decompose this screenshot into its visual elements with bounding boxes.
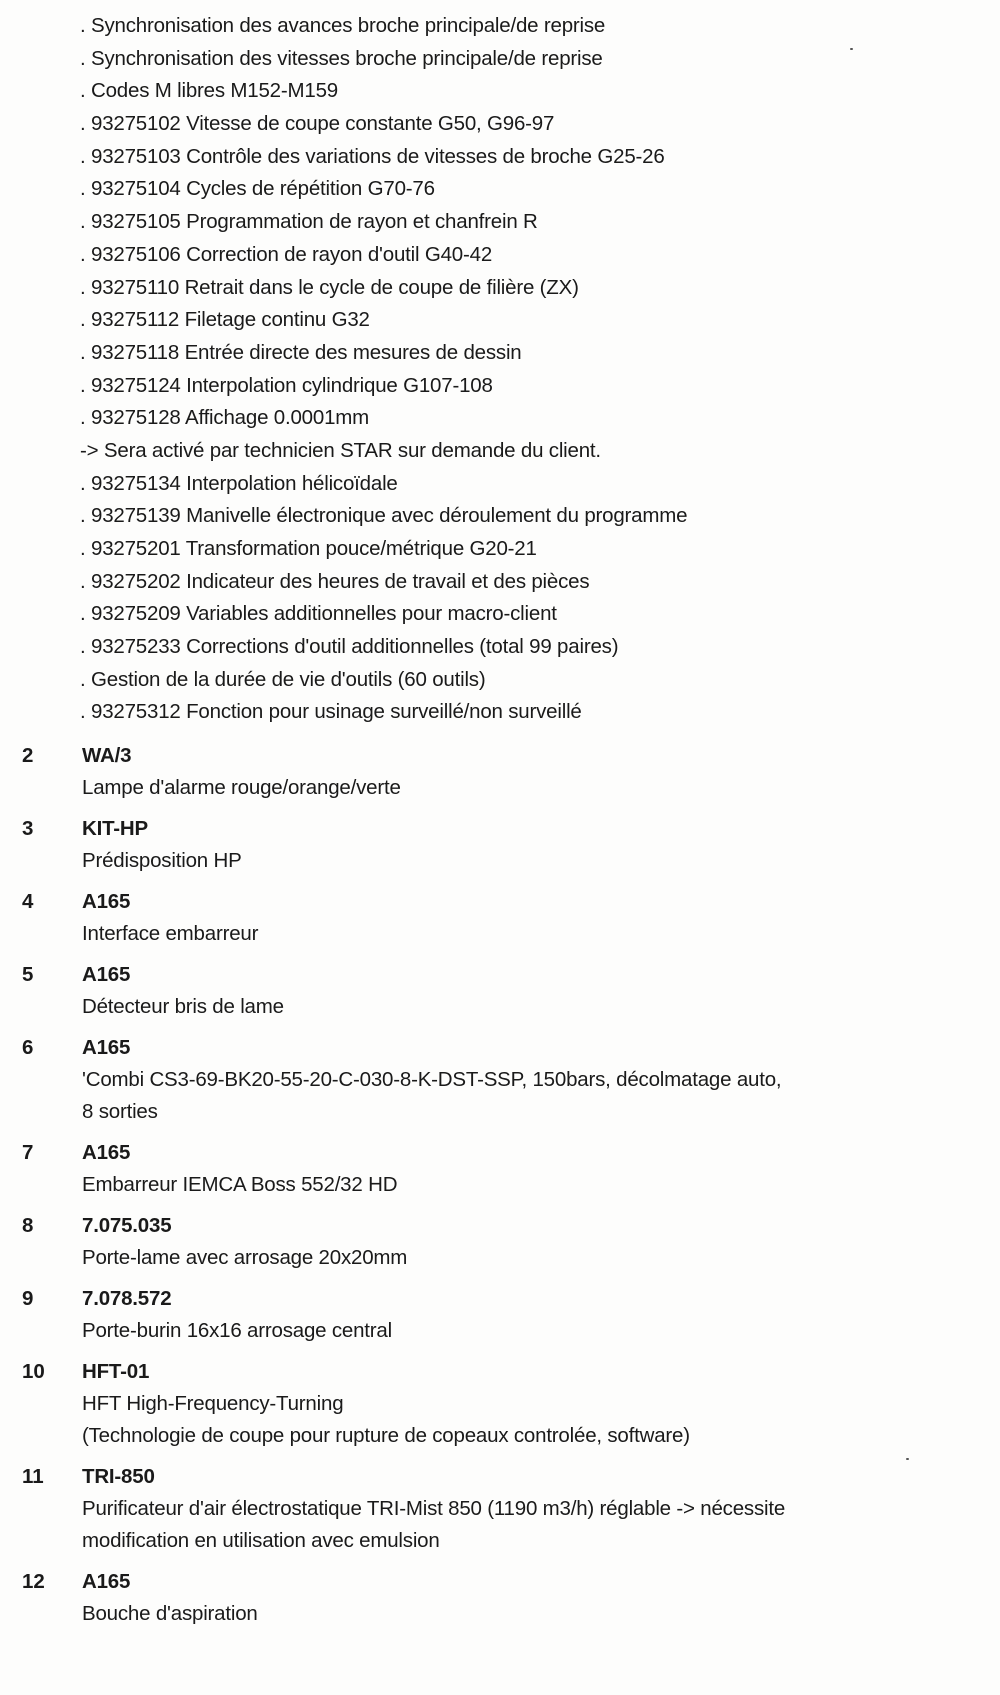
software-options-list (80, 10, 980, 729)
item-description (0, 1137, 902, 1201)
item-description-line: Détecteur bris de lame (82, 995, 284, 1018)
item-description (0, 886, 902, 950)
equipment-item (0, 740, 1000, 804)
option-line: . 93275105 Programmation de rayon et chanfrein R (80, 210, 538, 234)
equipment-item (0, 813, 1000, 877)
item-description-line: Interface embarreur (82, 922, 259, 945)
option-line: . Synchronisation des avances broche principale/de reprise (80, 14, 606, 37)
option-line: . 93275134 Interpolation hélicoïdale (80, 471, 398, 495)
item-description (0, 959, 902, 1023)
option-note: -> Sera activé par technicien STAR sur demande du client. (80, 438, 601, 462)
option-line: . 93275103 Contrôle des variations de vitesses de broche G25-26 (80, 144, 665, 168)
option-line: . 93275110 Retrait dans le cycle de coupe de filière (ZX) (80, 275, 579, 299)
option-line: . 93275312 Fonction pour usinage surveillé/non surveillé (80, 700, 582, 724)
item-description-line: Lampe d'alarme rouge/orange/verte (82, 776, 401, 799)
item-number: 5 (22, 963, 34, 986)
item-number: 9 (22, 1287, 34, 1310)
option-line: . 93275201 Transformation pouce/métrique G20-21 (80, 537, 537, 560)
item-number: 11 (22, 1465, 44, 1488)
item-code: HFT-01 (82, 1360, 150, 1383)
item-description-line: HFT High-Frequency-Turning (82, 1392, 344, 1415)
equipment-item (0, 1356, 1000, 1452)
equipment-item (0, 1137, 1000, 1201)
item-description-line: Bouche d'aspiration (82, 1602, 258, 1625)
equipment-items (0, 740, 1000, 1639)
equipment-item (0, 1461, 1000, 1557)
item-number: 7 (22, 1141, 34, 1164)
item-code: A165 (82, 963, 131, 986)
option-line: . Gestion de la durée de vie d'outils (60 outils) (80, 667, 486, 691)
item-code: A165 (82, 1036, 131, 1059)
item-code: A165 (82, 1141, 131, 1164)
item-code: TRI-850 (82, 1465, 155, 1488)
item-code: 7.078.572 (82, 1287, 172, 1310)
option-line: . Codes M libres M152-M159 (80, 79, 338, 103)
item-code: KIT-HP (82, 817, 148, 840)
item-description (0, 740, 902, 804)
item-code: WA/3 (82, 744, 132, 767)
equipment-item (0, 886, 1000, 950)
item-description-line: Porte-lame avec arrosage 20x20mm (82, 1246, 408, 1269)
item-description-line: Embarreur IEMCA Boss 552/32 HD (82, 1173, 398, 1196)
item-description (0, 1566, 902, 1630)
item-description (0, 1032, 902, 1128)
item-description-line: Porte-burin 16x16 arrosage central (82, 1319, 392, 1342)
option-line: . 93275202 Indicateur des heures de travail et des pièces (80, 569, 590, 593)
option-line: . 93275209 Variables additionnelles pour macro-client (80, 602, 557, 626)
item-number: 8 (22, 1214, 34, 1237)
option-line: . 93275106 Correction de rayon d'outil G40-42 (80, 242, 493, 266)
item-code: 7.075.035 (82, 1214, 172, 1237)
equipment-item (0, 1032, 1000, 1128)
item-number: 12 (22, 1570, 45, 1593)
option-line: . 93275128 Affichage 0.0001mm (80, 406, 370, 430)
equipment-item (0, 1566, 1000, 1630)
item-number: 4 (22, 890, 34, 913)
option-line: . 93275112 Filetage continu G32 (80, 308, 370, 332)
option-line: . 93275102 Vitesse de coupe constante G50, G96-97 (80, 112, 555, 136)
item-number: 10 (22, 1360, 45, 1383)
option-line: . 93275124 Interpolation cylindrique G107-108 (80, 373, 493, 397)
option-line: . 93275139 Manivelle électronique avec déroulement du programme (80, 504, 688, 528)
option-line: . 93275104 Cycles de répétition G70-76 (80, 177, 435, 201)
option-line: . 93275118 Entrée directe des mesures de dessin (80, 340, 522, 364)
item-description-line: Prédisposition HP (82, 849, 242, 872)
option-line: . Synchronisation des vitesses broche principale/de reprise (80, 46, 603, 70)
equipment-item (0, 1210, 1000, 1274)
item-description-line: modification en utilisation avec emulsion (82, 1529, 440, 1552)
item-number: 6 (22, 1036, 34, 1059)
item-code: A165 (82, 890, 131, 913)
scan-speck (906, 1458, 909, 1460)
item-description-line: 8 sorties (82, 1100, 158, 1123)
item-description-line: Purificateur d'air électrostatique TRI-Mist 850 (1190 m3/h) réglable -> nécessite (82, 1497, 786, 1520)
item-description-line: (Technologie de coupe pour rupture de copeaux controlée, software) (82, 1424, 690, 1447)
item-description-line: 'Combi CS3-69-BK20-55-20-C-030-8-K-DST-SSP, 150bars, décolmatage auto, (82, 1068, 782, 1091)
item-number: 3 (22, 817, 34, 840)
equipment-item (0, 1283, 1000, 1347)
item-code: A165 (82, 1570, 131, 1593)
option-line: . 93275233 Corrections d'outil additionnelles (total 99 paires) (80, 635, 619, 659)
equipment-item (0, 959, 1000, 1023)
item-number: 2 (22, 744, 34, 767)
scan-speck (850, 48, 853, 50)
